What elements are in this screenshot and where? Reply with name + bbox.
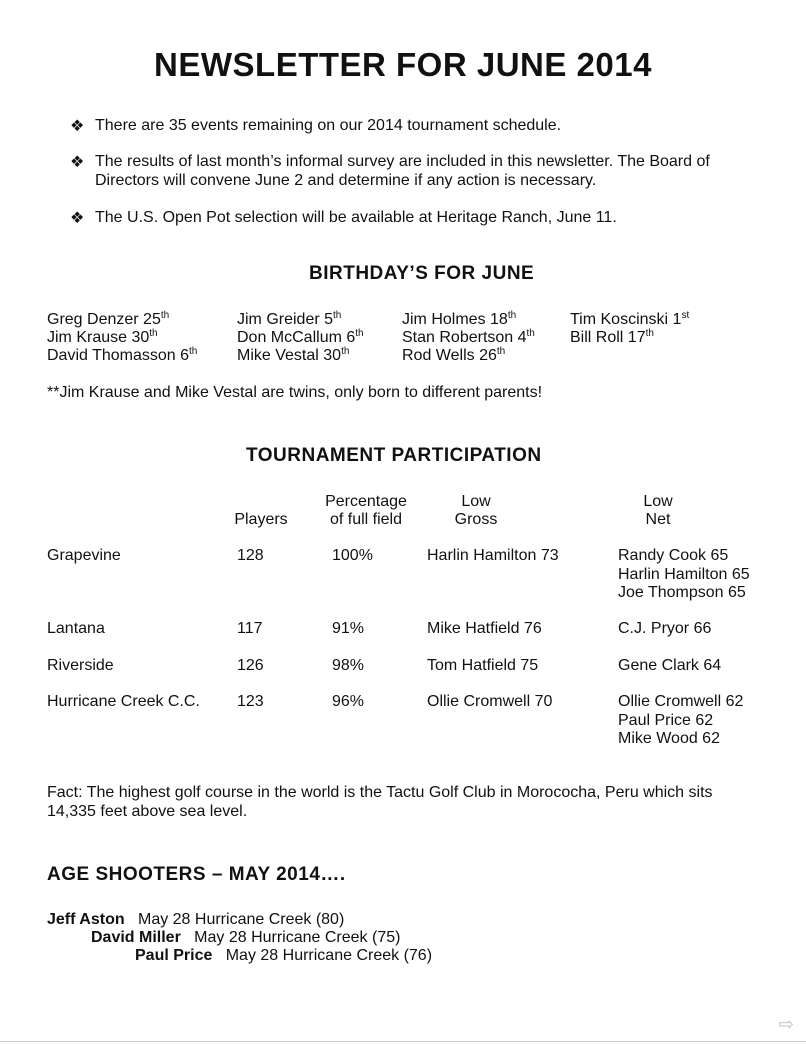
- field-percentage: 91%: [332, 620, 365, 637]
- column-header-low-net: Low Net: [643, 493, 673, 528]
- bullet-icon: ❖: [70, 154, 85, 171]
- field-percentage: 98%: [332, 657, 365, 674]
- field-percentage: 96%: [332, 693, 365, 710]
- age-shooters-heading: AGE SHOOTERS – MAY 2014….: [47, 864, 346, 885]
- field-percentage: 100%: [332, 547, 373, 564]
- bullet-icon: ❖: [70, 210, 85, 227]
- birthdays-heading: BIRTHDAY’S FOR JUNE: [309, 263, 535, 284]
- bullet-survey-line-2: Directors will convene June 2 and determine if any action is necessary.: [95, 172, 597, 189]
- course-name: Hurricane Creek C.C.: [47, 693, 200, 710]
- birthday-entry: Jim Holmes 18th: [402, 310, 517, 328]
- course-name: Riverside: [47, 657, 114, 674]
- birthday-entry: Rod Wells 26th: [402, 346, 506, 364]
- course-name: Lantana: [47, 620, 105, 637]
- birthday-column: [237, 311, 364, 365]
- birthday-entry: Stan Robertson 4th: [402, 328, 535, 346]
- low-net: Gene Clark 64: [618, 657, 722, 674]
- arrow-right-icon[interactable]: ⇨: [778, 1014, 794, 1034]
- twins-note: **Jim Krause and Mike Vestal are twins, only born to different parents!: [47, 384, 543, 401]
- low-gross: Ollie Cromwell 70: [427, 693, 553, 710]
- course-name: Grapevine: [47, 547, 121, 564]
- birthday-entry: Bill Roll 17th: [570, 328, 654, 346]
- birthday-entry: Greg Denzer 25th: [47, 310, 170, 328]
- low-net: C.J. Pryor 66: [618, 620, 712, 637]
- bullet-survey-line-1: The results of last month’s informal survey are included in this newsletter. The Board of: [95, 153, 710, 170]
- low-gross: Mike Hatfield 76: [427, 620, 542, 637]
- bullet-events-remaining: There are 35 events remaining on our 2014 tournament schedule.: [95, 117, 562, 134]
- birthday-column: [47, 311, 197, 365]
- birthday-column: [402, 311, 535, 365]
- low-gross: Harlin Hamilton 73: [427, 547, 559, 564]
- age-shooter-entry: David Miller May 28 Hurricane Creek (75): [91, 929, 401, 946]
- participation-heading: TOURNAMENT PARTICIPATION: [246, 445, 542, 466]
- birthday-entry: David Thomasson 6th: [47, 346, 198, 364]
- bullet-icon: ❖: [70, 118, 85, 135]
- birthday-entry: Mike Vestal 30th: [237, 346, 350, 364]
- bullet-us-open-pot: The U.S. Open Pot selection will be available at Heritage Ranch, June 11.: [95, 209, 617, 226]
- players-count: 126: [237, 657, 264, 674]
- column-header-percentage: Percentage of full field: [325, 493, 407, 528]
- birthday-entry: Jim Krause 30th: [47, 328, 158, 346]
- column-header-low-gross: Low Gross: [454, 493, 498, 528]
- players-count: 123: [237, 693, 264, 710]
- birthday-entry: Tim Koscinski 1st: [570, 310, 690, 328]
- low-net: Ollie Cromwell 62 Paul Price 62 Mike Wood 62: [618, 693, 744, 747]
- page-bottom-divider: [0, 1041, 806, 1042]
- players-count: 117: [237, 620, 263, 637]
- birthday-column: [570, 311, 689, 347]
- players-count: 128: [237, 547, 264, 564]
- golf-fact: Fact: The highest golf course in the world is the Tactu Golf Club in Morococha, Peru which sits 14,335 feet above sea level.: [47, 784, 713, 820]
- newsletter-title: NEWSLETTER FOR JUNE 2014: [154, 46, 652, 83]
- age-shooter-entry: Paul Price May 28 Hurricane Creek (76): [135, 947, 433, 964]
- age-shooter-entry: Jeff Aston May 28 Hurricane Creek (80): [47, 911, 345, 928]
- birthday-entry: Don McCallum 6th: [237, 328, 364, 346]
- low-gross: Tom Hatfield 75: [427, 657, 539, 674]
- birthday-entry: Jim Greider 5th: [237, 310, 342, 328]
- low-net: Randy Cook 65 Harlin Hamilton 65 Joe Thompson 65: [618, 547, 750, 601]
- column-header-players: Players: [234, 511, 288, 528]
